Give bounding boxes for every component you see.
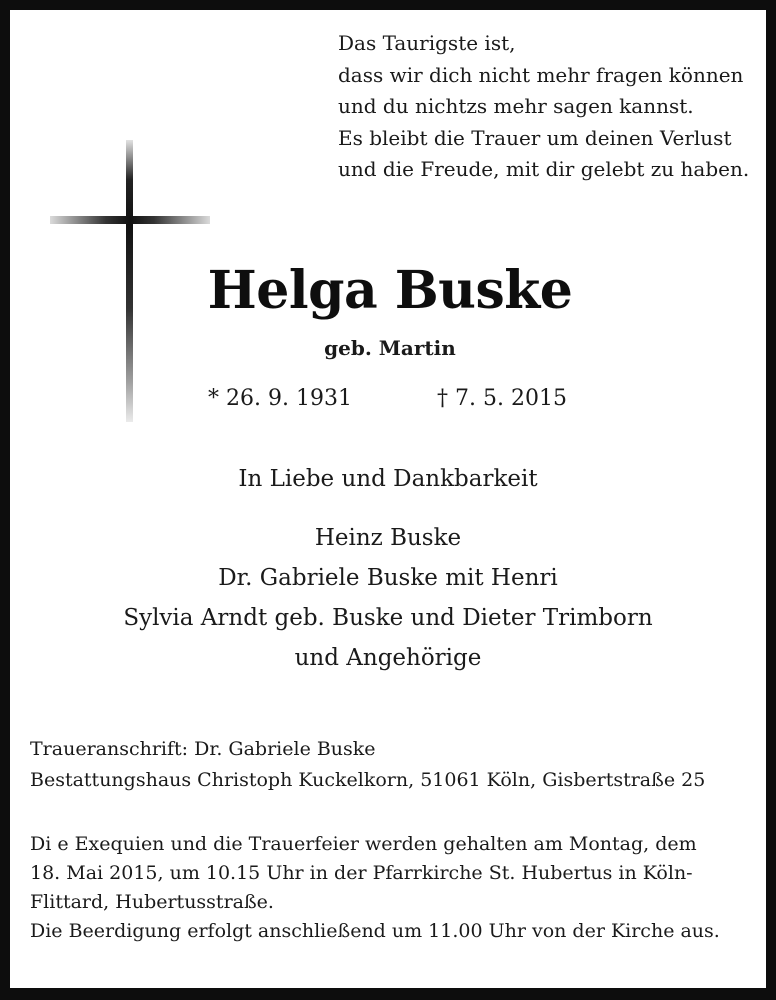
poem-line: und du nichtzs mehr sagen kannst. bbox=[338, 94, 694, 118]
dedication-line: In Liebe und Dankbarkeit bbox=[238, 466, 538, 492]
cross-vertical-beam bbox=[126, 140, 133, 422]
mourner-name: und Angehörige bbox=[294, 645, 482, 671]
funeral-line: Die Beerdigung erfolgt anschließend um 11.00 Uhr von der Kirche aus. bbox=[30, 920, 720, 942]
poem-line: und die Freude, mit dir gelebt zu haben. bbox=[338, 157, 750, 181]
mourning-address: Traueranschrift: Dr. Gabriele Buske bbox=[30, 738, 376, 760]
funeral-details bbox=[30, 830, 745, 946]
maiden-name: geb. Martin bbox=[324, 336, 456, 360]
funeral-home-address: Bestattungshaus Christoph Kuckelkorn, 51061 Köln, Gisbertstraße 25 bbox=[30, 769, 706, 791]
poem bbox=[338, 28, 758, 186]
poem-line: Es bleibt die Trauer um deinen Verlust bbox=[338, 125, 732, 150]
mourner-name: Dr. Gabriele Buske mit Henri bbox=[218, 565, 558, 591]
cross-icon bbox=[50, 140, 210, 422]
death-date: † 7. 5. 2015 bbox=[437, 386, 567, 411]
mourner-name: Heinz Buske bbox=[314, 525, 462, 551]
mourner-name: Sylvia Arndt geb. Buske und Dieter Trimborn bbox=[123, 605, 653, 631]
deceased-name: Helga Buske bbox=[207, 260, 573, 321]
birth-date: * 26. 9. 1931 bbox=[208, 386, 352, 411]
poem-line: Das Taurigste ist, bbox=[338, 31, 516, 55]
cross-horizontal-beam bbox=[50, 216, 210, 224]
funeral-line: Flittard, Hubertusstraße. bbox=[30, 891, 274, 913]
funeral-line: 18. Mai 2015, um 10.15 Uhr in der Pfarrkirche St. Hubertus in Köln- bbox=[30, 862, 693, 884]
poem-line: dass wir dich nicht mehr fragen können bbox=[338, 62, 744, 87]
funeral-line: Di e Exequien und die Trauerfeier werden gehalten am Montag, dem bbox=[30, 833, 697, 855]
